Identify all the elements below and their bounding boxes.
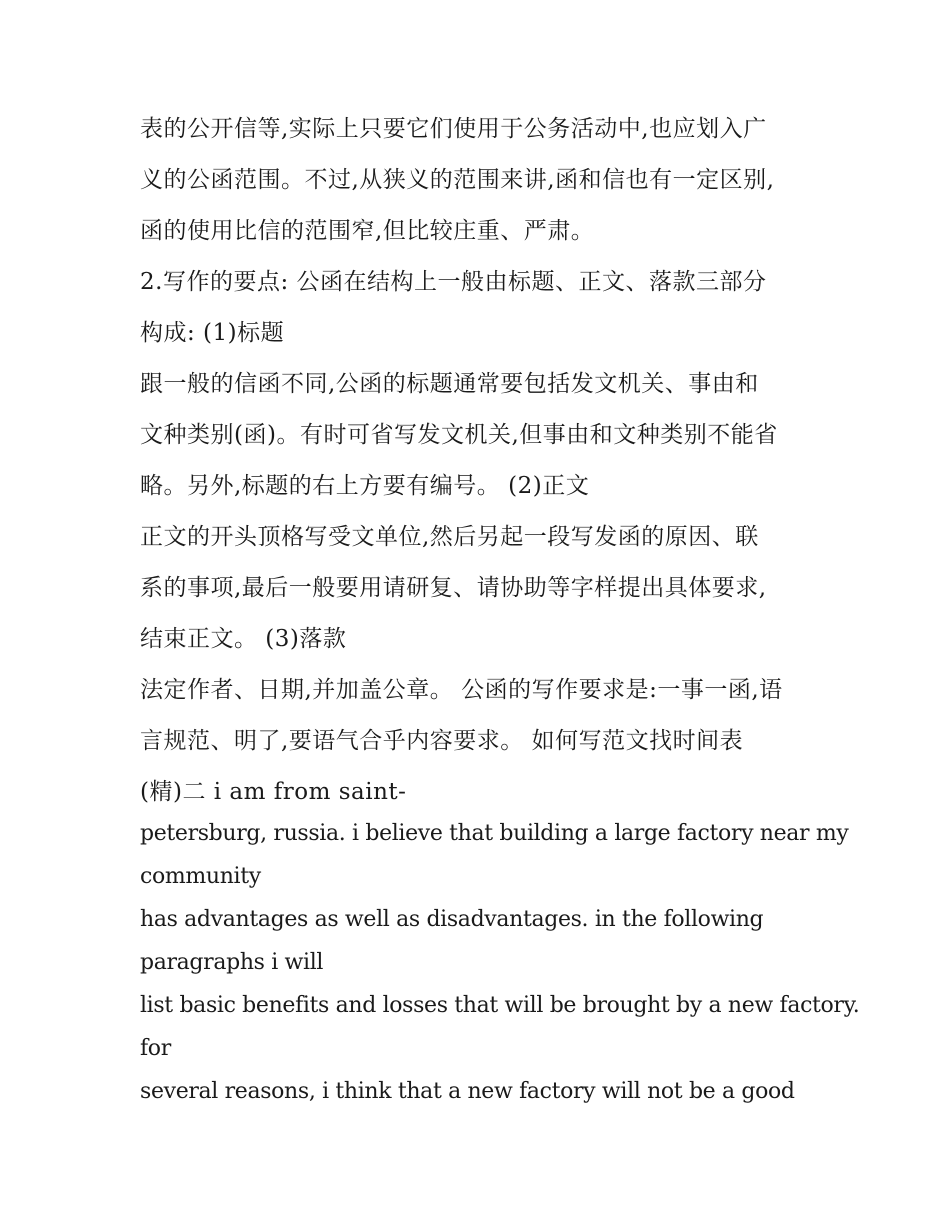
text-line: 义的公函范围。不过,从狭义的范围来讲,函和信也有一定区别, bbox=[140, 167, 775, 193]
text-line: 结束正文。 (3)落款 bbox=[140, 626, 347, 652]
text-line: community bbox=[140, 864, 261, 889]
text-line: (精)二 i am from saint- bbox=[140, 779, 407, 805]
text-line: list basic benefits and losses that will be brought by a new factory. bbox=[140, 993, 860, 1018]
text-line: 略。另外,标题的右上方要有编号。 (2)正文 bbox=[140, 473, 590, 499]
text-line: 法定作者、日期,并加盖公章。 公函的写作要求是:一事一函,语 bbox=[140, 677, 783, 703]
text-line: 正文的开头顶格写受文单位,然后另起一段写发函的原因、联 bbox=[140, 524, 759, 550]
text-line: has advantages as well as disadvantages. in the following bbox=[140, 907, 764, 932]
text-line: several reasons, i think that a new factory will not be a good bbox=[140, 1079, 795, 1104]
text-line: for bbox=[140, 1036, 171, 1061]
text-line: 表的公开信等,实际上只要它们使用于公务活动中,也应划入广 bbox=[140, 116, 767, 142]
text-line: petersburg, russia. i believe that building a large factory near my bbox=[140, 821, 849, 846]
text-line: paragraphs i will bbox=[140, 950, 324, 975]
text-line: 跟一般的信函不同,公函的标题通常要包括发文机关、事由和 bbox=[140, 371, 759, 397]
text-line: 构成: (1)标题 bbox=[140, 320, 285, 346]
text-line: 文种类别(函)。有时可省写发文机关,但事由和文种类别不能省 bbox=[140, 422, 778, 448]
text-line: 言规范、明了,要语气合乎内容要求。 如何写范文找时间表 bbox=[140, 728, 744, 754]
text-line: 系的事项,最后一般要用请研复、请协助等字样提出具体要求, bbox=[140, 575, 767, 601]
text-line: 2.写作的要点: 公函在结构上一般由标题、正文、落款三部分 bbox=[140, 269, 767, 295]
text-line: 函的使用比信的范围窄,但比较庄重、严肃。 bbox=[140, 218, 595, 244]
